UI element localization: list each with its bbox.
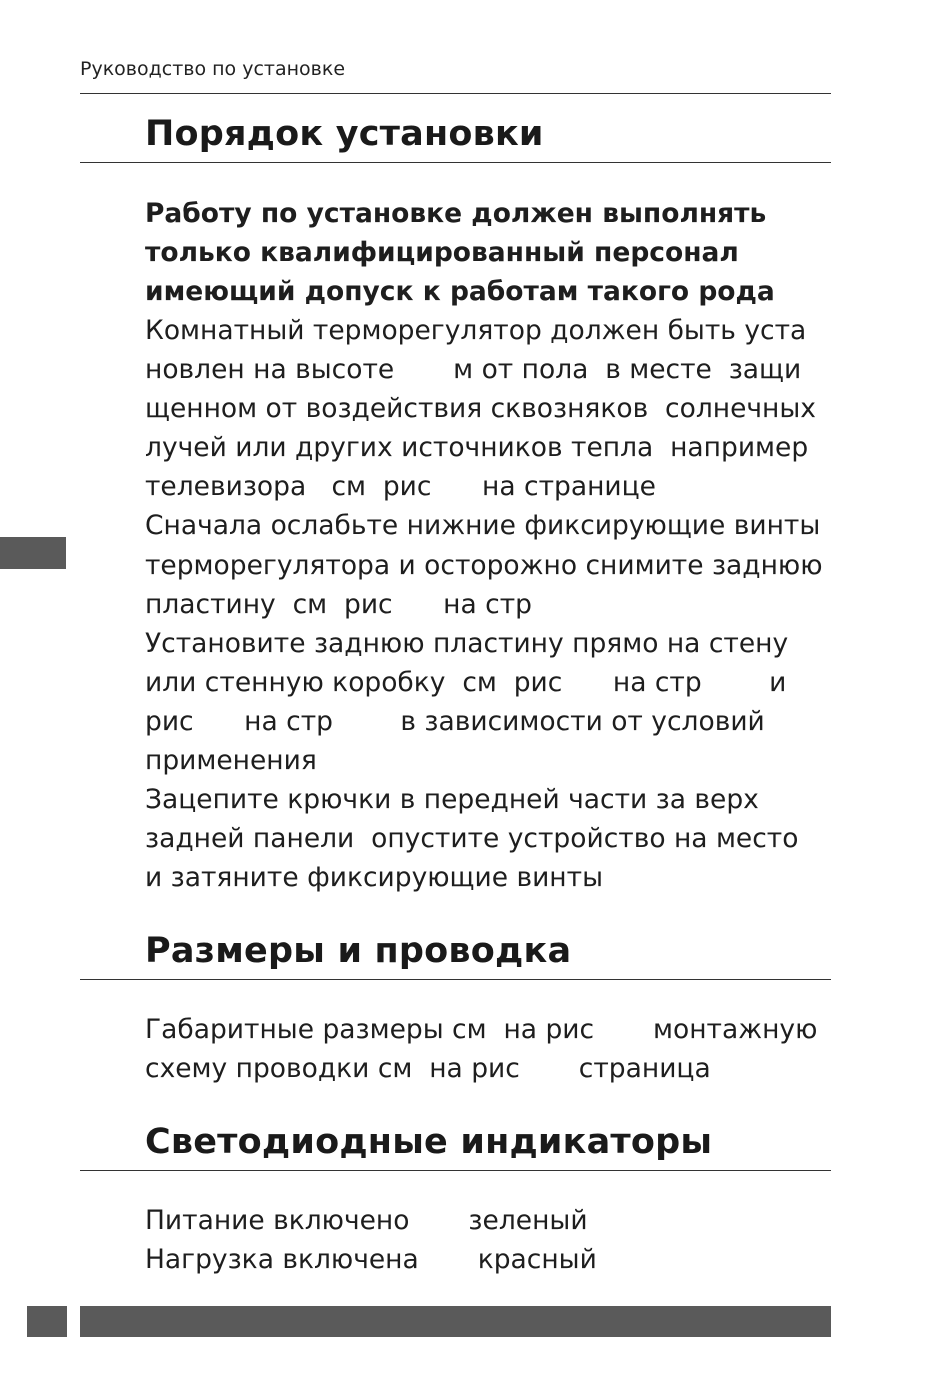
install-line-11: рис на стр в зависимости от условий <box>145 706 765 737</box>
install-line-2: новлен на высоте м от пола в месте защи <box>145 354 802 385</box>
install-line-8: пластину см рис на стр <box>145 589 532 620</box>
dimensions-line-1: Габаритные размеры см на рис монтажную <box>145 1014 818 1045</box>
section-title-leds: Светодиодные индикаторы <box>145 1122 713 1162</box>
side-tab-marker <box>0 537 66 569</box>
section-rule-install <box>80 162 831 163</box>
install-line-13: Зацепите крючки в передней части за верх <box>145 784 759 815</box>
section-rule-leds <box>80 1170 831 1171</box>
install-line-5: телевизора см рис на странице <box>145 471 656 502</box>
install-line-4: лучей или других источников тепла например <box>145 432 809 463</box>
section-title-dimensions: Размеры и проводка <box>145 931 572 971</box>
section-title-install: Порядок установки <box>145 114 544 154</box>
install-warning-line-3: имеющий допуск к работам такого рода <box>145 276 775 307</box>
footer-bar <box>80 1306 831 1337</box>
install-line-15: и затяните фиксирующие винты <box>145 862 603 893</box>
install-line-3: щенном от воздействия сквозняков солнечных <box>145 393 816 424</box>
install-warning-line-2: только квалифицированный персонал <box>145 237 739 268</box>
install-line-10: или стенную коробку см рис на стр и <box>145 667 787 698</box>
install-line-1: Комнатный терморегулятор должен быть уста <box>145 315 807 346</box>
install-warning-line-1: Работу по установке должен выполнять <box>145 198 767 229</box>
install-line-7: терморегулятора и осторожно снимите заднюю <box>145 550 823 581</box>
install-line-12: применения <box>145 745 317 776</box>
section-rule-dimensions <box>80 979 831 980</box>
install-line-14: задней панели опустите устройство на место <box>145 823 799 854</box>
install-line-6: Сначала ослабьте нижние фиксирующие винты <box>145 510 821 541</box>
install-line-9: Установите заднюю пластину прямо на стену <box>145 628 789 659</box>
led-load-line: Нагрузка включена красный <box>145 1244 597 1275</box>
header-rule <box>80 93 831 94</box>
running-header: Руководство по установке <box>80 58 346 80</box>
footer-page-square <box>27 1306 67 1337</box>
dimensions-line-2: схему проводки см на рис страница <box>145 1053 711 1084</box>
led-power-line: Питание включено зеленый <box>145 1205 588 1236</box>
